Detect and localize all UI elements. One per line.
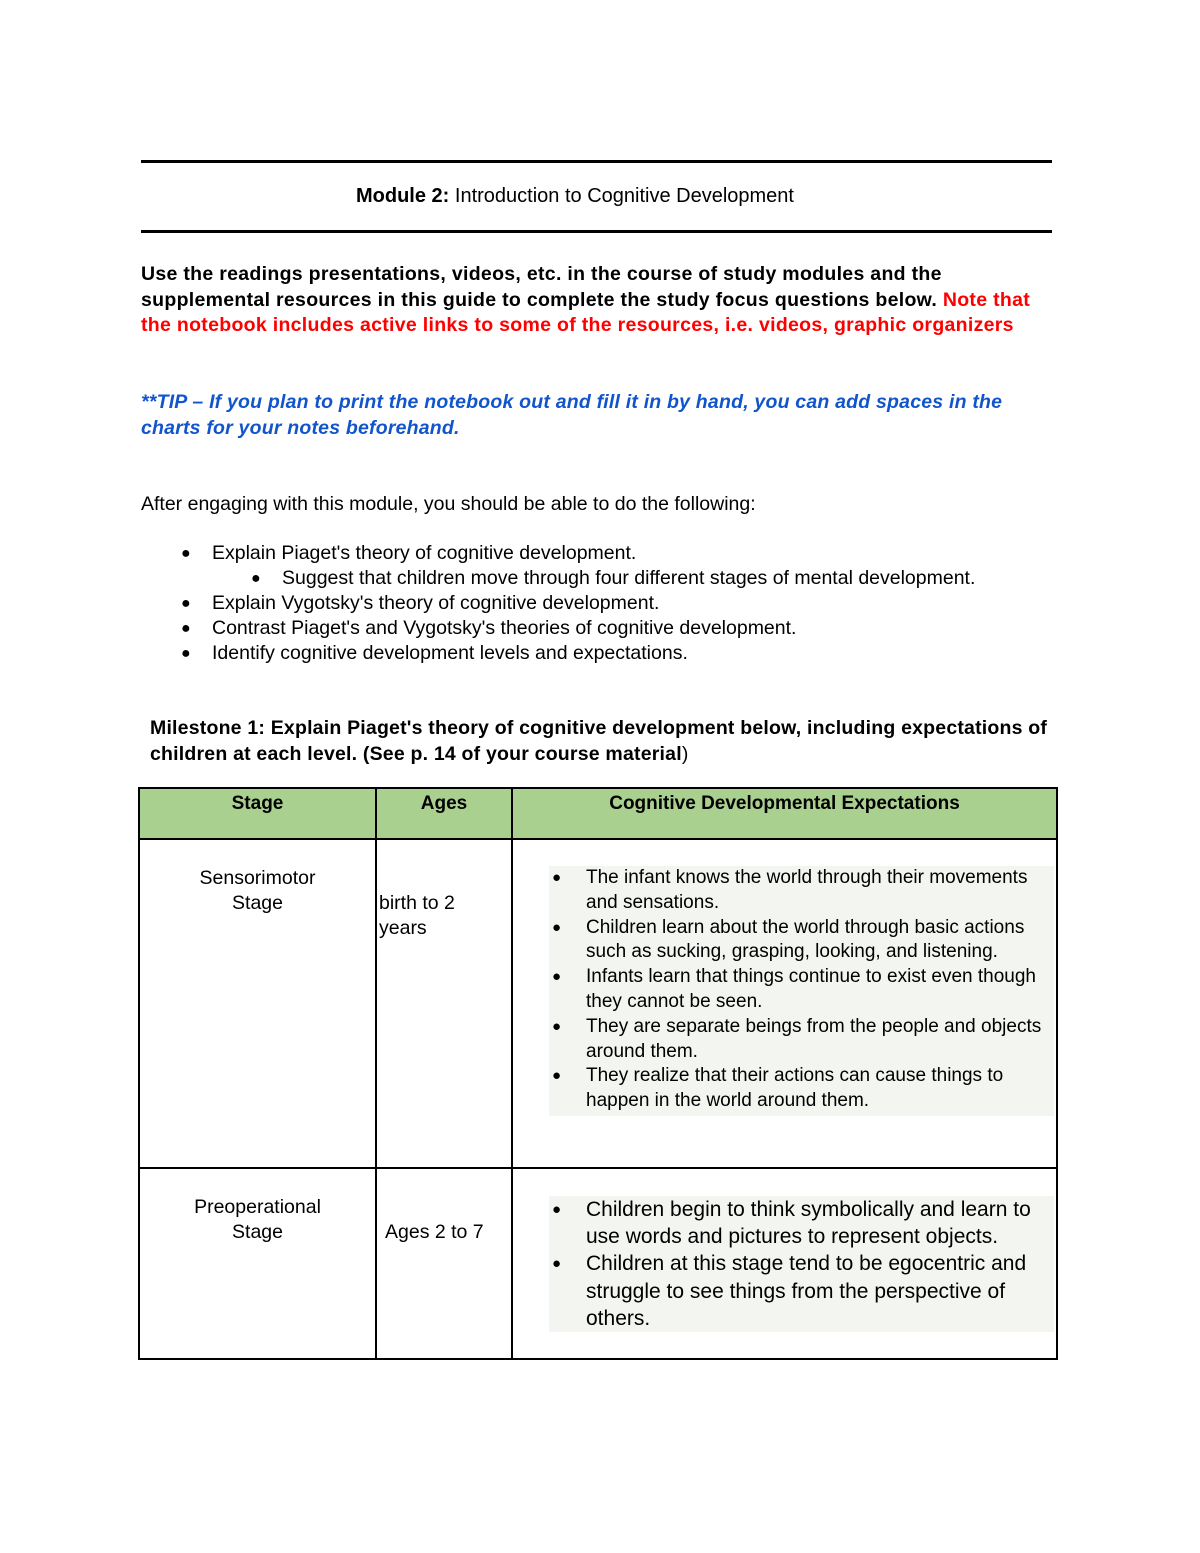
table-row (139, 1168, 1057, 1359)
tip-paragraph: **TIP – If you plan to print the notebook out and fill it in by hand, you can add spaces in the charts for your notes beforehand. (141, 391, 1003, 439)
bullet-icon: ● (181, 620, 191, 637)
age-cell: birth to 2 years (376, 839, 512, 1168)
list-item: ● Infants learn that things continue to exist even though they cannot be seen. (552, 966, 1036, 1012)
milestone-text: Milestone 1: Explain Piaget's theory of cognitive development below, including expectations of children at each level. (See p. 14 of your course material (150, 717, 1048, 765)
expectations-box (549, 1196, 1054, 1332)
piaget-stages-table (138, 787, 1058, 1360)
list-item: ● Children at this stage tend to be egocentric and struggle to see things from the perspective of others. (552, 1252, 1027, 1330)
module-title: Introduction to Cognitive Development (449, 185, 794, 207)
bullet-icon: ● (552, 1067, 562, 1085)
table-row (139, 839, 1057, 1168)
stage-cell: Sensorimotor Stage (139, 839, 376, 1168)
header-expectations: Cognitive Developmental Expectations (512, 788, 1057, 839)
objective-item: ● Explain Vygotsky's theory of cognitive development. (181, 592, 660, 614)
expectations-list (549, 1196, 1054, 1332)
list-item: ● Children begin to think symbolically and learn to use words and pictures to represent objects. (552, 1198, 1031, 1249)
expectations-cell (512, 1168, 1057, 1359)
objective-subitem: ● Suggest that children move through four different stages of mental development. (251, 567, 976, 589)
expectations-cell (512, 839, 1057, 1168)
objectives-intro: After engaging with this module, you should be able to do the following: (141, 493, 756, 515)
bullet-icon: ● (552, 918, 562, 936)
objectives-list (141, 541, 1081, 666)
bullet-icon: ● (552, 1201, 562, 1218)
bullet-icon: ● (181, 645, 191, 662)
instructions-paragraph (141, 262, 1056, 339)
top-rule (141, 160, 1052, 163)
bullet-icon: ● (552, 1255, 562, 1273)
age-cell: Ages 2 to 7 (376, 1168, 512, 1359)
list-item: ● Children learn about the world through basic actions such as sucking, grasping, looking, and listening. (552, 916, 1025, 963)
links-note: Note that the notebook includes active links to some of the resources, i.e. videos, graphic organizers (141, 288, 1031, 336)
bullet-icon: ● (552, 968, 562, 986)
header-stage: Stage (139, 788, 376, 839)
bullet-icon: ● (552, 869, 562, 886)
objective-item: ● Explain Piaget's theory of cognitive development. (181, 542, 637, 564)
list-item: ● They are separate beings from the people and objects around them. (552, 1015, 1042, 1062)
expectations-box (549, 866, 1054, 1116)
bullet-icon: ● (552, 1017, 562, 1035)
instructions-text: Use the readings presentations, videos, etc. in the course of study modules and the supplemental resources in this guide to complete the study focus questions below. (141, 263, 943, 311)
table-header-row (139, 788, 1057, 839)
list-item: ● They realize that their actions can cause things to happen in the world around them. (552, 1065, 1004, 1112)
bullet-icon: ● (181, 595, 191, 612)
module-label: Module 2: (356, 185, 450, 207)
milestone-heading (150, 715, 1050, 767)
list-item: ● The infant knows the world through their movements and sensations. (552, 867, 1028, 913)
bottom-rule (141, 230, 1052, 233)
bullet-icon: ● (251, 570, 261, 587)
stage-cell: Preoperational Stage (139, 1168, 376, 1359)
module-heading (0, 184, 1150, 208)
header-ages: Ages (376, 788, 512, 839)
bullet-icon: ● (181, 545, 191, 562)
expectations-list (549, 866, 1054, 1114)
milestone-close: ) (681, 743, 689, 765)
objective-item: ● Identify cognitive development levels and expectations. (181, 642, 688, 664)
objective-item: ● Contrast Piaget's and Vygotsky's theories of cognitive development. (181, 617, 797, 639)
